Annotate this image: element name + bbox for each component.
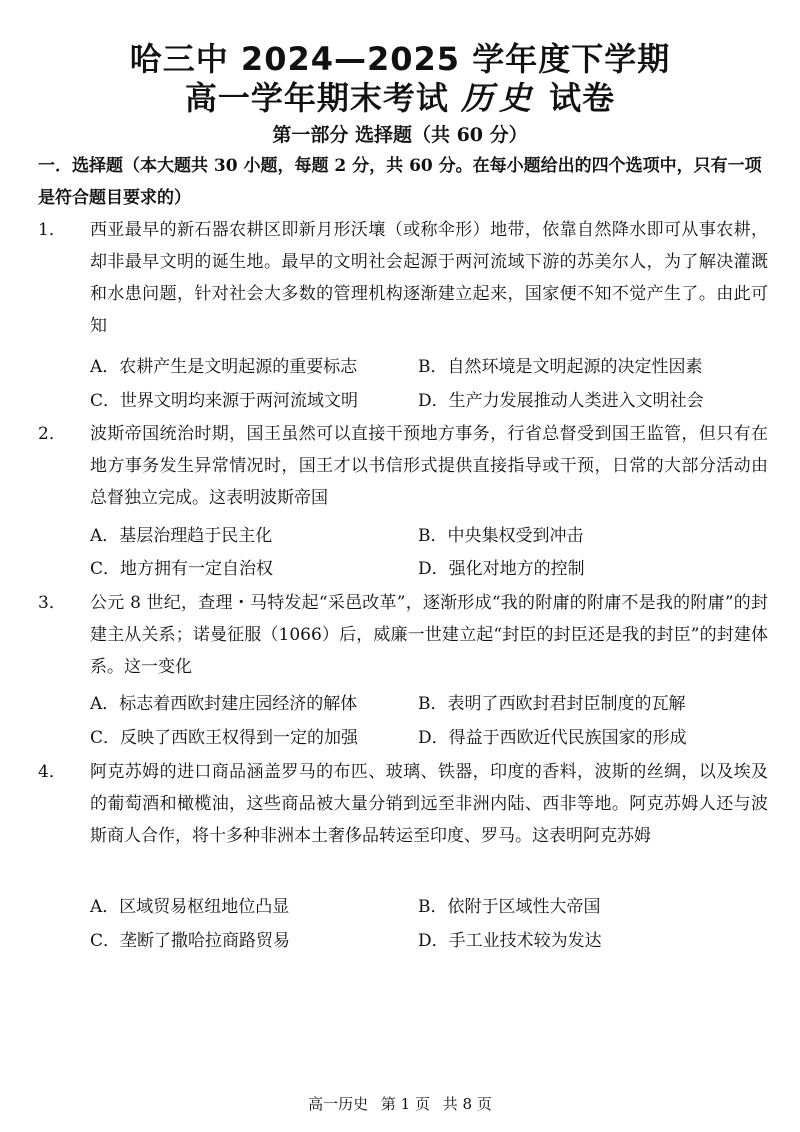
question-4 <box>38 756 768 852</box>
q4-option-b: B．依附于区域性大帝国 <box>418 897 601 917</box>
question-1 <box>38 214 768 342</box>
q2-option-c: C．地方拥有一定自治权 <box>90 559 274 579</box>
exam-title-prefix: 高一学年期末考试 <box>184 79 449 117</box>
question-stem: 波斯帝国统治时期，国王虽然可以直接干预地方事务，行省总督受到国王监管，但只有在地方事务发生异常情况时，国王才以书信形式提供直接指导或干预，日常的大部分活动由总督独立完成。这表明波斯帝国 <box>90 424 768 508</box>
q1-option-d: D．生产力发展推动人类进入文明社会 <box>418 391 704 411</box>
q4-option-d: D．手工业技术较为发达 <box>418 931 602 951</box>
q4-option-c: C．垄断了撒哈拉商路贸易 <box>90 931 291 951</box>
question-number: 4． <box>38 762 66 782</box>
question-number: 2． <box>38 424 66 444</box>
q2-option-d: D．强化对地方的控制 <box>418 559 585 579</box>
question-stem: 阿克苏姆的进口商品涵盖罗马的布匹、玻璃、铁器，印度的香料，波斯的丝绸，以及埃及的葡萄酒和橄榄油，这些商品被大量分销到远至非洲内陆、西非等地。阿克苏姆人还与波斯商人合作，将十多种非洲本土奢侈品转运至印度、罗马。这表明阿克苏姆 <box>90 762 768 846</box>
question-stem: 西亚最早的新石器农耕区即新月形沃壤（或称伞形）地带，依靠自然降水即可从事农耕，却非最早文明的诞生地。最早的文明社会起源于两河流域下游的苏美尔人，为了解决灌溉和水患问题，针对社会大多数的管理机构逐渐建立起来，国家便不知不觉产生了。由此可知 <box>90 220 768 336</box>
q1-option-a: A．农耕产生是文明起源的重要标志 <box>90 357 358 377</box>
q3-option-c: C．反映了西欧王权得到一定的加强 <box>90 728 359 748</box>
q3-option-d: D．得益于西欧近代民族国家的形成 <box>418 728 687 748</box>
question-number: 3． <box>38 593 66 613</box>
question-2 <box>38 418 768 514</box>
question-stem: 公元 8 世纪，查理・马特发起“采邑改革”，逐渐形成“我的附庸的附庸不是我的附庸”的封建主从关系；诺曼征服（1066）后，威廉一世建立起“封臣的封臣还是我的封臣”的封建体系。这一变化 <box>90 593 768 677</box>
part-title: 第一部分 选择题（共 60 分） <box>272 124 528 146</box>
q1-option-c: C．世界文明均来源于两河流域文明 <box>90 391 359 411</box>
q4-option-a: A．区域贸易枢纽地位凸显 <box>90 897 290 917</box>
exam-title-line1: 哈三中 2024—2025 学年度下学期 <box>129 40 671 78</box>
page-footer <box>0 1093 800 1114</box>
q2-option-a: A．基层治理趋于民主化 <box>90 526 273 546</box>
section-instruction: 一．选择题（本大题共 30 小题，每题 2 分，共 60 分。在每小题给出的四个选项中，只有一项是符合题目要求的） <box>38 156 762 208</box>
q3-option-a: A．标志着西欧封建庄园经济的解体 <box>90 694 358 714</box>
q3-option-b: B．表明了西欧封君封臣制度的瓦解 <box>418 694 686 714</box>
footer-page-number: 第 1 页 <box>380 1095 430 1113</box>
question-3 <box>38 587 768 683</box>
exam-title-suffix: 试卷 <box>549 79 616 117</box>
exam-title-line2 <box>0 73 800 119</box>
q2-option-b: B．中央集权受到冲击 <box>418 526 584 546</box>
exam-subject: 历史 <box>460 79 537 117</box>
footer-subject: 高一历史 <box>308 1095 369 1113</box>
q1-option-b: B．自然环境是文明起源的决定性因素 <box>418 357 703 377</box>
footer-total-pages: 共 8 页 <box>442 1095 492 1113</box>
question-number: 1． <box>38 220 66 240</box>
